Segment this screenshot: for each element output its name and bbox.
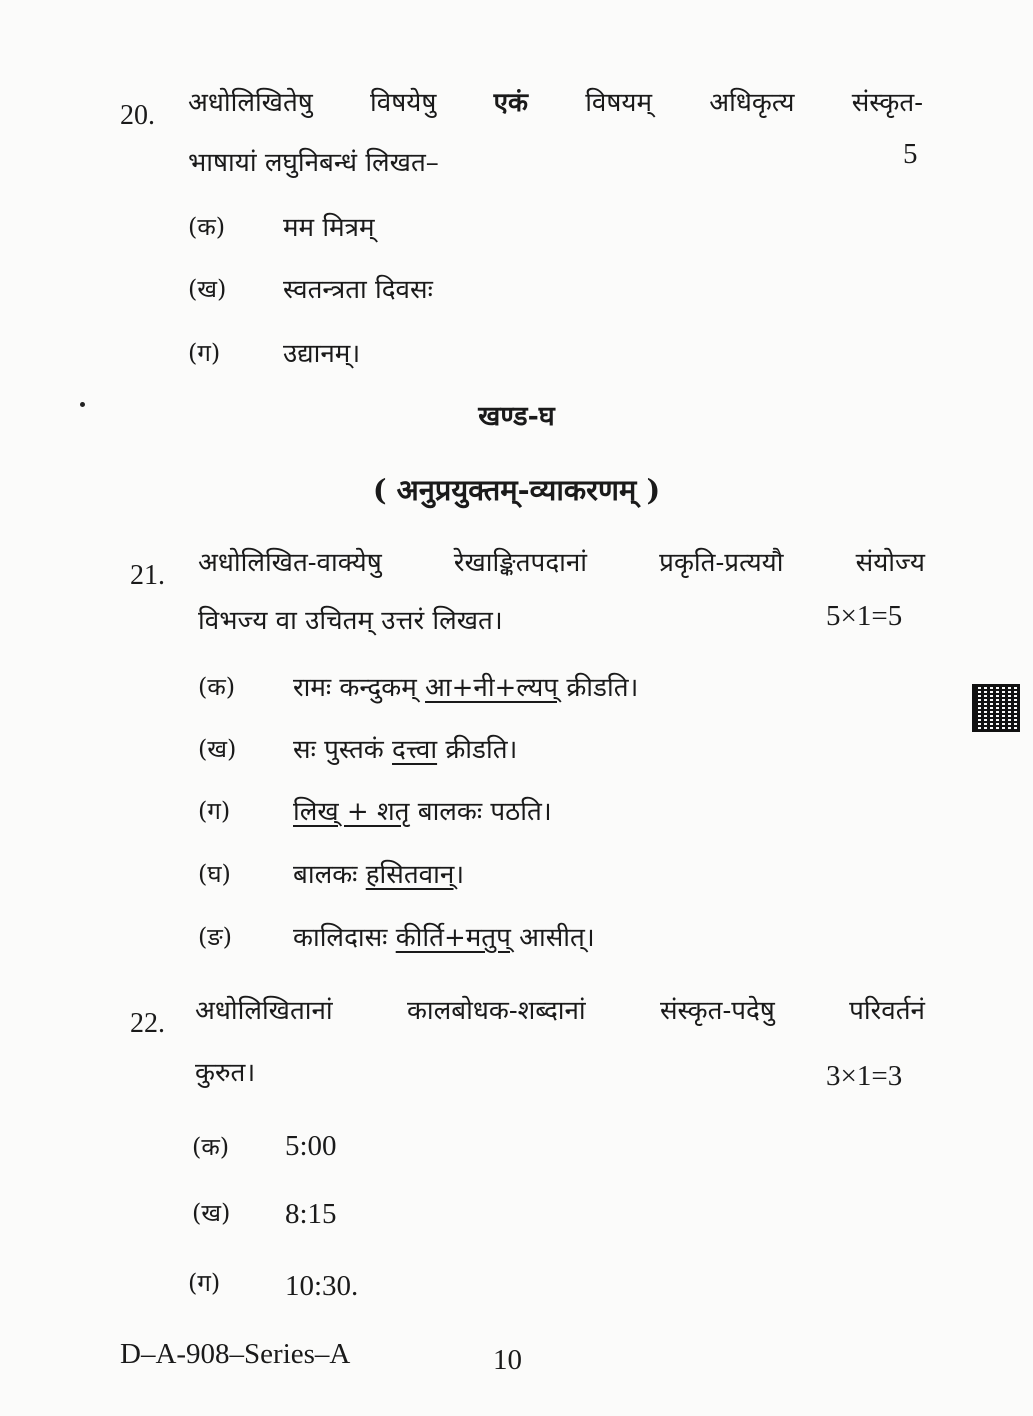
- option-plain: सः पुस्तकं: [293, 735, 393, 765]
- underlined-word: कीर्ति+मतुप्: [395, 923, 511, 953]
- q20-word: विषयेषु: [370, 88, 437, 118]
- option-text: [293, 668, 638, 704]
- option-time: 10:30.: [285, 1270, 359, 1302]
- q21-option-ka: [198, 670, 639, 703]
- section-subtitle: ( अनुप्रयुक्तम्-व्याकरणम् ): [372, 473, 661, 507]
- option-label: (ङ): [198, 923, 233, 951]
- q21-word: अधोलिखित-वाक्येषु: [198, 548, 382, 578]
- underlined-word: लिख् + शतृ: [293, 797, 410, 827]
- option-plain: बालकः पठति।: [409, 797, 552, 827]
- q21-number: 21.: [130, 560, 165, 591]
- q21-word: संयोज्य: [855, 548, 925, 578]
- section-title: खण्ड-घ: [478, 401, 555, 432]
- option-plain: ।: [454, 860, 465, 890]
- option-text: उद्यानम्।: [283, 339, 361, 369]
- q22-number: 22.: [130, 1008, 165, 1039]
- option-text: [293, 730, 517, 766]
- q21-option-gha: [198, 857, 465, 890]
- q22-word: संस्कृत-पदेषु: [659, 996, 775, 1026]
- page-number: 10: [493, 1344, 522, 1376]
- option-label: (ख): [192, 1199, 231, 1227]
- q20-word: संस्कृत-: [851, 88, 923, 118]
- q22-word: अधोलिखितानां: [195, 996, 333, 1026]
- option-text: [293, 792, 552, 828]
- q20-option-kha: [188, 272, 433, 305]
- option-label: (घ): [198, 860, 231, 888]
- underlined-word: दत्त्वा: [392, 735, 438, 765]
- q20-word: अधोलिखितेषु: [188, 88, 313, 118]
- q20-marks: 5: [903, 138, 918, 170]
- q20-option-ka: [188, 210, 375, 243]
- qr-code-icon: [972, 684, 1020, 732]
- q21-line2: विभज्य वा उचितम् उत्तरं लिखत।: [198, 606, 503, 636]
- option-text: [293, 918, 595, 954]
- q22-word: कालबोधक-शब्दानां: [406, 996, 586, 1026]
- q22-word: परिवर्तनं: [849, 996, 925, 1026]
- q21-option-kha: [198, 732, 518, 765]
- underlined-word: आ+नी+ल्यप्: [425, 673, 559, 703]
- q20-word: अधिकृत्य: [709, 88, 795, 118]
- option-text: [293, 855, 464, 891]
- option-label: (क): [198, 673, 236, 701]
- option-label: (क): [192, 1133, 230, 1161]
- option-time: 5:00: [285, 1130, 337, 1162]
- q21-option-ga: [198, 794, 552, 827]
- option-text: स्वतन्त्रता दिवसः: [283, 275, 433, 305]
- q20-word: एकं: [493, 88, 528, 118]
- option-plain: बालकः: [293, 860, 366, 890]
- q20-number: 20.: [120, 100, 155, 131]
- q21-line1: [198, 548, 925, 579]
- q20-line1: [188, 88, 923, 119]
- q21-option-nga: [198, 920, 595, 953]
- q22-option-kha: [192, 1196, 337, 1230]
- option-label: (ग): [188, 1269, 221, 1297]
- option-label: (ग): [188, 339, 221, 367]
- option-plain: क्रीडति।: [437, 735, 518, 765]
- q22-line2: कुरुत।: [195, 1058, 256, 1088]
- q20-line2: भाषायां लघुनिबन्धं लिखत–: [188, 148, 439, 178]
- q21-word: प्रकृति-प्रत्ययौ: [659, 548, 784, 578]
- option-text: मम मित्रम्: [283, 213, 375, 243]
- paper-code: D–A-908–Series–A: [120, 1338, 351, 1370]
- option-time: 8:15: [285, 1198, 337, 1230]
- q22-marks: 3×1=3: [826, 1060, 903, 1092]
- option-plain: आसीत्।: [510, 923, 595, 953]
- q20-word: विषयम्: [585, 88, 653, 118]
- option-label: (क): [188, 213, 226, 241]
- option-plain: कालिदासः: [293, 923, 396, 953]
- q22-line1: [195, 996, 925, 1027]
- q22-option-ga: [188, 1266, 359, 1302]
- option-plain: क्रीडति।: [558, 673, 639, 703]
- q20-option-ga: [188, 336, 361, 369]
- q21-word: रेखाङ्कितपदानां: [453, 548, 588, 578]
- q22-option-ka: [192, 1130, 337, 1163]
- option-label: (ख): [188, 275, 227, 303]
- underlined-word: हसितवान्: [365, 860, 455, 890]
- q21-marks: 5×1=5: [826, 600, 903, 632]
- option-plain: रामः कन्दुकम्: [293, 673, 426, 703]
- option-label: (ख): [198, 735, 237, 763]
- option-label: (ग): [198, 797, 231, 825]
